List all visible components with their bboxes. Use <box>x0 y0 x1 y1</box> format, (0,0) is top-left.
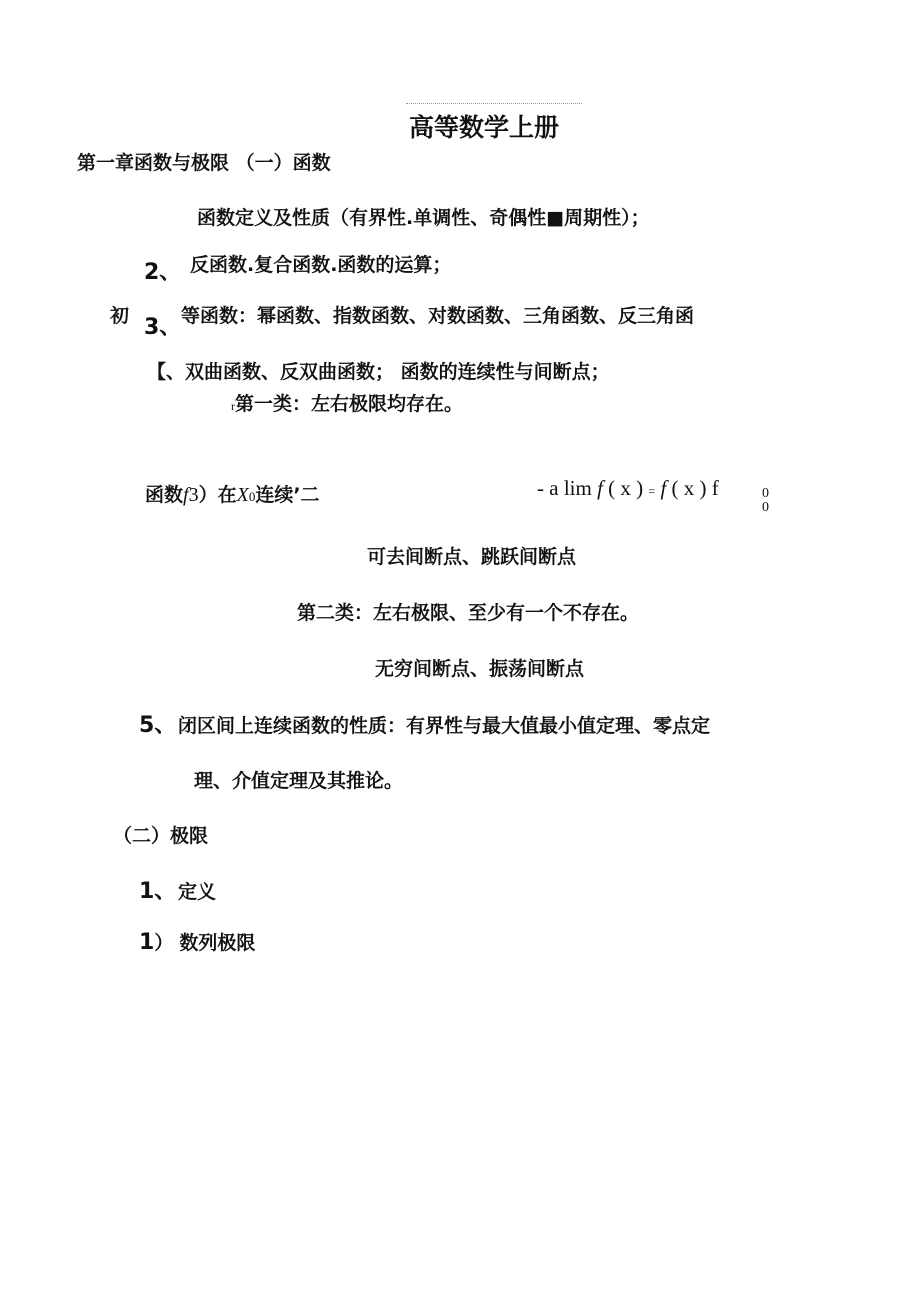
kind-1-heading <box>231 389 463 416</box>
continuity-x-subscript: 0 <box>248 489 256 504</box>
formula-x1: ( x ) <box>608 476 644 500</box>
formula-f2: f <box>660 476 667 500</box>
definition-text: 定义 <box>178 881 217 903</box>
title-rule <box>406 103 582 104</box>
item-1-text: 函数定义及性质（有界性.单调性、奇偶性■周期性）； <box>197 207 650 229</box>
item-2-number: 2、 <box>144 260 182 285</box>
item-5-continuation: 理、介值定理及其推论。 <box>194 770 404 792</box>
sequence-limit-paren: ） <box>154 932 174 954</box>
continuity-formula <box>537 476 719 501</box>
formula-f1: f <box>597 476 603 500</box>
item-5-number: 5、 <box>139 713 177 738</box>
continuity-function-word: 函数 <box>145 484 184 506</box>
continuity-at-word: 在 <box>217 484 237 506</box>
sequence-limit-number: 1 <box>139 930 155 955</box>
formula-subscript-1: 0 <box>762 486 769 501</box>
item-3-number: 3、 <box>144 315 182 340</box>
continuity-f-symbol: f <box>183 484 189 506</box>
formula-subscript-2: 0 <box>762 500 769 515</box>
sequence-limit-text: 数列极限 <box>179 932 256 954</box>
continuity-x-symbol: X <box>236 484 249 506</box>
kind-2-types: 无穷间断点、振荡间断点 <box>375 658 585 680</box>
kind-1-text: 第一类：左右极限均存在。 <box>235 393 464 415</box>
sequence-limit-item <box>139 928 255 955</box>
formula-f3: f <box>711 476 719 500</box>
continuity-three: 3 <box>188 484 199 506</box>
kind-1-mark: r <box>231 399 235 413</box>
item-5-text: 闭区间上连续函数的性质：有界性与最大值最小值定理、零点定 <box>178 715 711 737</box>
section-2-heading: （二）极限 <box>113 825 209 847</box>
page-title: 高等数学上册 <box>409 113 560 142</box>
chapter-heading: 第一章函数与极限 （一）函数 <box>77 152 331 174</box>
continuity-paren: ） <box>198 484 218 506</box>
definition-number: 1、 <box>139 879 177 904</box>
item-3-text: 等函数：幂函数、指数函数、对数函数、三角函数、反三角函 <box>181 305 695 327</box>
formula-lim: - a lim <box>537 476 592 500</box>
formula-x2: ( x ) <box>671 476 707 500</box>
line-4-text: 【、双曲函数、反双曲函数； 函数的连续性与间断点； <box>147 361 610 383</box>
continuity-tail: 连续’二 <box>255 484 320 506</box>
kind-2-heading: 第二类：左右极限、至少有一个不存在。 <box>297 602 640 624</box>
kind-1-types: 可去间断点、跳跃间断点 <box>367 546 577 568</box>
item-3-prefix: 初 <box>110 305 130 327</box>
continuity-left <box>145 480 320 507</box>
item-2-text: 反函数.复合函数.函数的运算； <box>190 254 452 276</box>
formula-equals: = <box>648 484 656 498</box>
